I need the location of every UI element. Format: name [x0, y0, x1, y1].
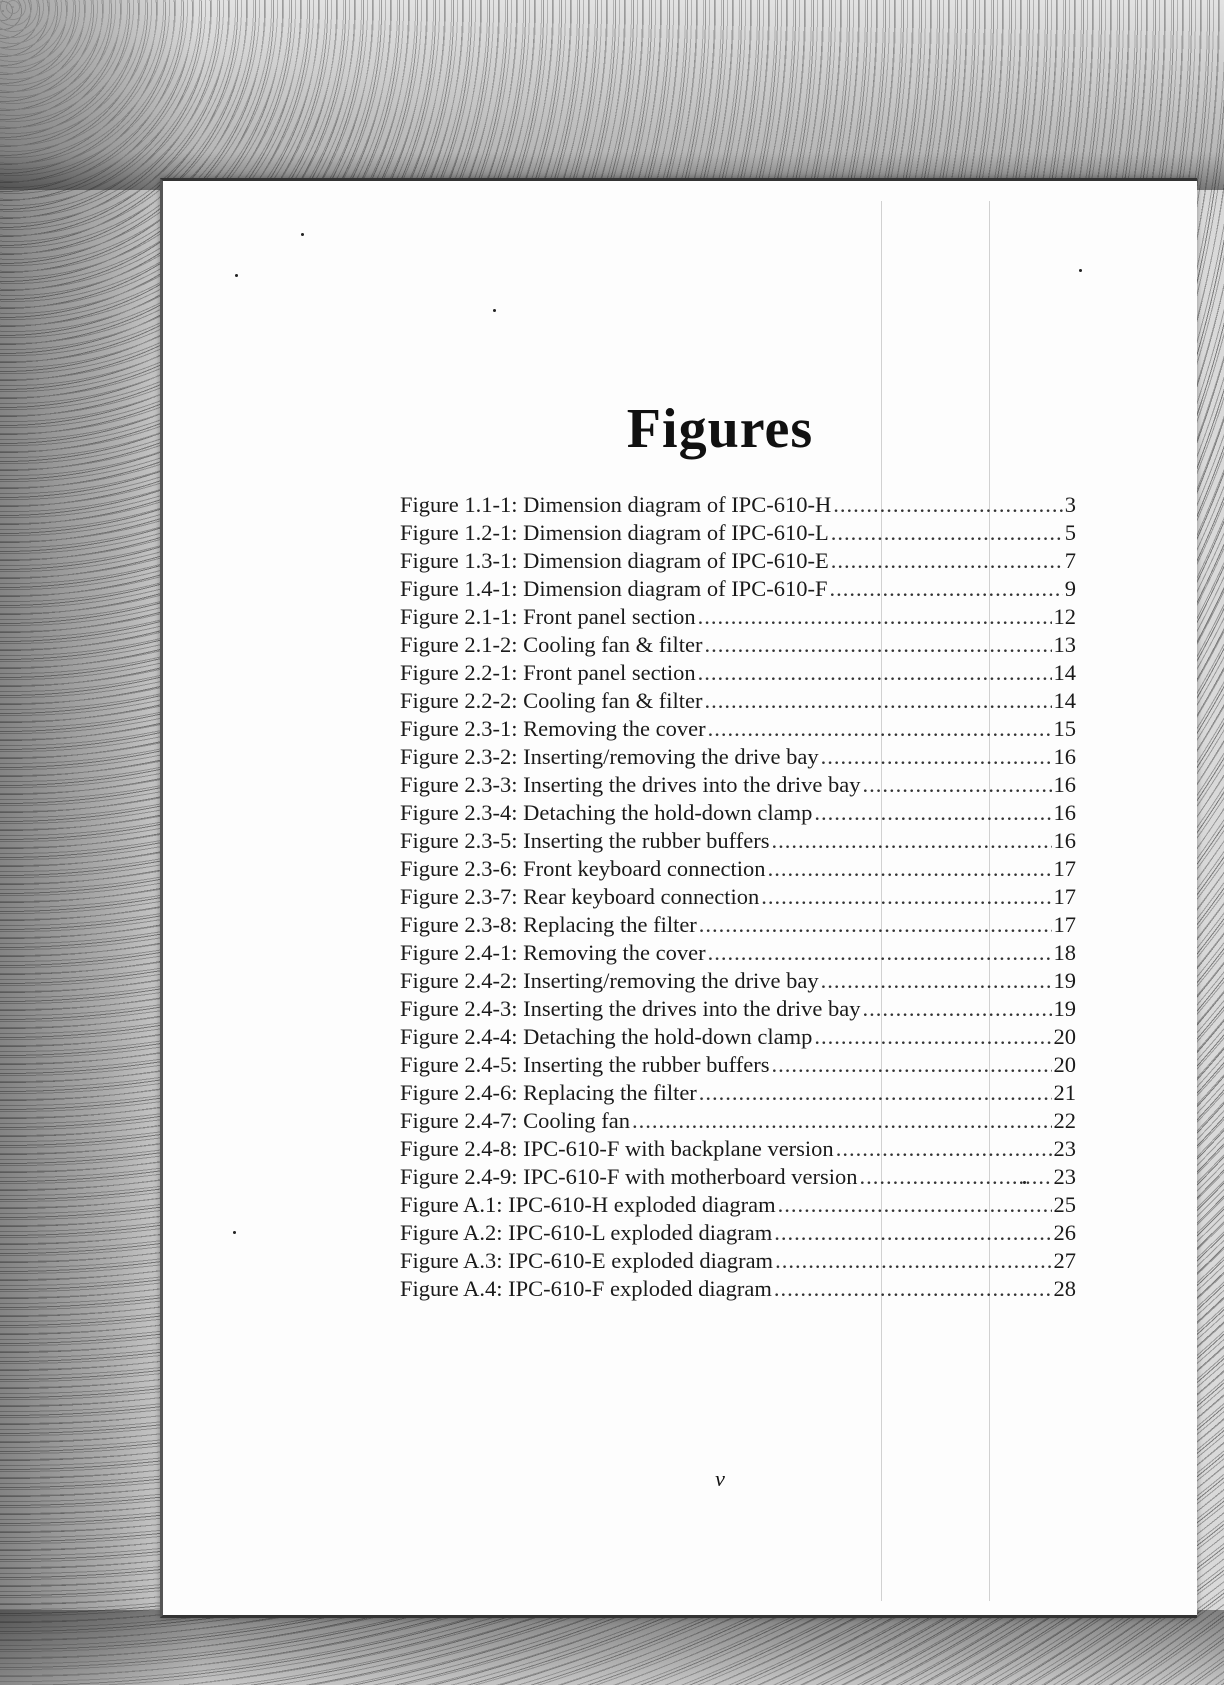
toc-entry-page: 3: [1064, 492, 1076, 517]
toc-entry-label: Figure 2.2-1: Front panel section: [400, 660, 696, 685]
dot-leader: [704, 631, 1051, 659]
toc-entry-page: 7: [1064, 548, 1076, 573]
toc-entry: [400, 911, 1076, 939]
toc-entry-page: 18: [1053, 940, 1076, 965]
scan-speck: [235, 274, 238, 277]
toc-entry: [400, 715, 1076, 743]
toc-entry-label: Figure 2.4-1: Removing the cover: [400, 940, 706, 965]
dot-leader: [699, 1079, 1052, 1107]
dot-leader: [859, 1163, 1051, 1191]
toc-entry-label: Figure 2.4-7: Cooling fan: [400, 1108, 630, 1133]
toc-entry-page: 20: [1053, 1052, 1076, 1077]
dot-leader: [698, 659, 1052, 687]
toc-entry-page: 28: [1053, 1276, 1076, 1301]
toc-entry: [400, 1107, 1076, 1135]
toc-entry: [400, 827, 1076, 855]
toc-entry-page: 23: [1053, 1136, 1076, 1161]
dot-leader: [831, 547, 1063, 575]
toc-entry: [400, 771, 1076, 799]
dot-leader: [821, 967, 1052, 995]
scan-speck: [233, 1231, 236, 1234]
toc-entry-page: 13: [1053, 632, 1076, 657]
dot-leader: [863, 771, 1052, 799]
toc-entry-page: 5: [1064, 520, 1076, 545]
scan-speck: [1079, 269, 1082, 272]
toc-entry: [400, 1023, 1076, 1051]
toc-entry-label: Figure 2.1-1: Front panel section: [400, 604, 696, 629]
scan-speck: [493, 309, 496, 312]
toc-entry-label: Figure 2.4-6: Replacing the filter: [400, 1080, 697, 1105]
toc-entry: [400, 603, 1076, 631]
toc-entry-page: 22: [1053, 1108, 1076, 1133]
toc-entry-label: Figure 2.4-2: Inserting/removing the drive bay: [400, 968, 819, 993]
toc-entry-page: 16: [1053, 772, 1076, 797]
toc-entry: [400, 1051, 1076, 1079]
document-page: [160, 178, 1197, 1618]
toc-entry-label: Figure A.1: IPC-610-H exploded diagram: [400, 1192, 776, 1217]
dot-leader: [772, 827, 1052, 855]
toc-entry-page: 16: [1053, 800, 1076, 825]
dot-leader: [698, 603, 1052, 631]
dot-leader: [863, 995, 1052, 1023]
toc-entry-label: Figure 2.4-5: Inserting the rubber buffers: [400, 1052, 770, 1077]
toc-entry-page: 25: [1053, 1192, 1076, 1217]
toc-entry: [400, 1191, 1076, 1219]
toc-entry-page: 16: [1053, 744, 1076, 769]
toc-entry-page: 23: [1053, 1164, 1076, 1189]
toc-entry-label: Figure 2.2-2: Cooling fan & filter: [400, 688, 703, 713]
toc-entry-label: Figure 2.3-4: Detaching the hold-down clamp: [400, 800, 813, 825]
toc-entry: [400, 1219, 1076, 1247]
dot-leader: [708, 939, 1052, 967]
dot-leader: [774, 1275, 1052, 1303]
toc-entry-label: Figure 2.1-2: Cooling fan & filter: [400, 632, 703, 657]
dot-leader: [704, 687, 1051, 715]
dot-leader: [778, 1191, 1052, 1219]
toc-entry: [400, 1247, 1076, 1275]
toc-entry-label: Figure 2.4-3: Inserting the drives into the drive bay: [400, 996, 861, 1021]
toc-entry-page: 17: [1053, 856, 1076, 881]
toc-entry-page: 17: [1053, 912, 1076, 937]
toc-entry: [400, 799, 1076, 827]
toc-entry: [400, 1163, 1076, 1191]
dot-leader: [833, 491, 1063, 519]
toc-entry-label: Figure A.2: IPC-610-L exploded diagram: [400, 1220, 773, 1245]
toc-entry-label: Figure 1.1-1: Dimension diagram of IPC-610-H: [400, 492, 832, 517]
toc-entry: [400, 995, 1076, 1023]
dot-leader: [761, 883, 1051, 911]
toc-entry: [400, 491, 1076, 519]
toc-entry-page: 27: [1053, 1248, 1076, 1273]
toc-entry-label: Figure A.3: IPC-610-E exploded diagram: [400, 1248, 774, 1273]
toc-entry: [400, 883, 1076, 911]
toc-entry: [400, 687, 1076, 715]
toc-entry-label: Figure A.4: IPC-610-F exploded diagram: [400, 1276, 772, 1301]
scan-speck: [301, 233, 304, 236]
dot-leader: [774, 1219, 1051, 1247]
dot-leader: [708, 715, 1052, 743]
toc-entry-page: 12: [1053, 604, 1076, 629]
toc-entry-label: Figure 1.2-1: Dimension diagram of IPC-610-L: [400, 520, 829, 545]
toc-entry-page: 15: [1053, 716, 1076, 741]
toc-entry-page: 26: [1053, 1220, 1076, 1245]
list-of-figures: [400, 491, 1076, 1303]
toc-entry-label: Figure 2.4-9: IPC-610-F with motherboard version: [400, 1164, 858, 1189]
dot-leader: [768, 855, 1052, 883]
toc-entry-page: 21: [1053, 1080, 1076, 1105]
toc-entry-label: Figure 1.4-1: Dimension diagram of IPC-610-F: [400, 576, 828, 601]
dot-leader: [814, 1023, 1051, 1051]
toc-entry: [400, 519, 1076, 547]
page-number: v: [715, 1466, 725, 1491]
toc-entry-page: 14: [1053, 688, 1076, 713]
toc-entry-label: Figure 2.3-5: Inserting the rubber buffers: [400, 828, 770, 853]
dot-leader: [829, 575, 1062, 603]
dot-leader: [814, 799, 1051, 827]
toc-entry-label: Figure 2.4-4: Detaching the hold-down clamp: [400, 1024, 813, 1049]
toc-entry-label: Figure 2.3-3: Inserting the drives into the drive bay: [400, 772, 861, 797]
toc-entry: [400, 1275, 1076, 1303]
toc-entry-page: 16: [1053, 828, 1076, 853]
dot-leader: [699, 911, 1052, 939]
toc-entry-label: Figure 1.3-1: Dimension diagram of IPC-610-E: [400, 548, 829, 573]
scanner-shadow-bottom: [0, 1610, 1224, 1685]
toc-entry: [400, 967, 1076, 995]
toc-entry: [400, 659, 1076, 687]
toc-entry-label: Figure 2.4-8: IPC-610-F with backplane version: [400, 1136, 834, 1161]
toc-entry-page: 17: [1053, 884, 1076, 909]
toc-entry-page: 14: [1053, 660, 1076, 685]
toc-entry: [400, 547, 1076, 575]
toc-entry-label: Figure 2.3-8: Replacing the filter: [400, 912, 697, 937]
dot-leader: [821, 743, 1052, 771]
toc-entry: [400, 575, 1076, 603]
dot-leader: [772, 1051, 1052, 1079]
toc-entry: [400, 631, 1076, 659]
toc-entry-page: 20: [1053, 1024, 1076, 1049]
toc-entry-label: Figure 2.3-7: Rear keyboard connection: [400, 884, 760, 909]
toc-entry-page: 19: [1053, 996, 1076, 1021]
toc-entry: [400, 743, 1076, 771]
toc-entry: [400, 1079, 1076, 1107]
toc-entry-page: 9: [1064, 576, 1076, 601]
dot-leader: [775, 1247, 1051, 1275]
dot-leader: [836, 1135, 1052, 1163]
toc-entry-label: Figure 2.3-2: Inserting/removing the drive bay: [400, 744, 819, 769]
scanner-shadow-top: [0, 0, 1224, 190]
toc-entry: [400, 1135, 1076, 1163]
toc-entry: [400, 855, 1076, 883]
toc-entry-page: 19: [1053, 968, 1076, 993]
page-title: Figures: [626, 397, 814, 460]
toc-entry: [400, 939, 1076, 967]
toc-entry-label: Figure 2.3-6: Front keyboard connection: [400, 856, 766, 881]
toc-entry-label: Figure 2.3-1: Removing the cover: [400, 716, 706, 741]
dot-leader: [632, 1107, 1052, 1135]
dot-leader: [831, 519, 1063, 547]
